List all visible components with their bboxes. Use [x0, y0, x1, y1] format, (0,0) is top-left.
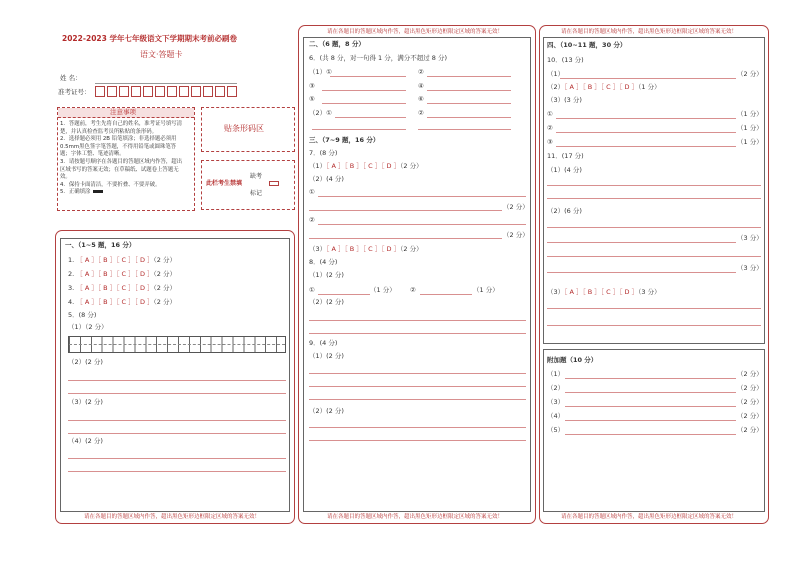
- blank-label: （2）: [547, 384, 565, 392]
- q8-part2-label: （2）(2 分): [309, 298, 344, 306]
- name-label: 姓 名：: [60, 74, 82, 82]
- choice-row-10-2[interactable]: （2）［ A ］［ B ］［ C ］［ D ］（1 分）: [547, 83, 661, 91]
- question-6-label: 6．(共 8 分，对一句得 1 分，满分不超过 8 分): [309, 54, 448, 62]
- absent-line2: 标记: [250, 190, 263, 197]
- answer-line[interactable]: [330, 76, 406, 77]
- blank-label: ②: [418, 109, 424, 117]
- score-label: （2 分）: [737, 412, 763, 420]
- answer-line[interactable]: [309, 440, 526, 441]
- q10-part3-label: （3）(3 分): [547, 96, 582, 104]
- score-label: （2 分）: [737, 384, 763, 392]
- notes-item: 5．正确填涂: [60, 189, 182, 197]
- answer-line[interactable]: [309, 386, 526, 387]
- q9-part1-label: （1）(2 分): [309, 352, 344, 360]
- footer-notice: 请在各题目的答题区域内作答，超出黑色矩形边框限定区域的答案无效！: [84, 514, 261, 520]
- answer-line[interactable]: [309, 427, 526, 428]
- answer-line[interactable]: [547, 256, 761, 257]
- blank-label: ①: [309, 286, 315, 294]
- q5-part3-label: （3）(2 分): [68, 398, 103, 406]
- answer-line[interactable]: [556, 146, 736, 147]
- answer-line[interactable]: [68, 433, 286, 434]
- answer-line[interactable]: [335, 117, 406, 118]
- score-label: （3 分）: [737, 264, 763, 272]
- score-label: （1 分）: [737, 124, 763, 132]
- section2-title: 二、（6 题，8 分）: [309, 40, 365, 48]
- absent-teacher-label: 此栏考生禁填: [206, 180, 243, 187]
- q9-part2-label: （2）(2 分): [309, 407, 344, 415]
- bonus-inner: [543, 349, 765, 512]
- absent-checkbox[interactable]: [269, 181, 279, 186]
- answer-line[interactable]: [309, 210, 502, 211]
- notes-item: 楚，并认真检查监考员所粘贴的条形码。: [60, 128, 158, 135]
- answer-line[interactable]: [547, 242, 736, 243]
- footer-notice: 请在各题目的答题区域内作答，超出黑色矩形边框限定区域的答案无效！: [561, 514, 738, 520]
- score-label: （2 分）: [737, 370, 763, 378]
- answer-line[interactable]: [318, 224, 526, 225]
- answer-line[interactable]: [312, 129, 406, 130]
- answer-line[interactable]: [427, 103, 511, 104]
- blank-label: （1）①: [309, 68, 332, 76]
- answer-line[interactable]: [68, 420, 286, 421]
- question-5-label: 5．(8 分): [68, 311, 97, 319]
- blank-label: （1）: [547, 70, 565, 78]
- blank-label: （2）①: [309, 109, 332, 117]
- choice-row-3[interactable]: 3. ［ A ］［ B ］［ C ］［ D ］（2 分）: [68, 284, 176, 292]
- blank-label: ③: [547, 138, 553, 146]
- page-title: 2022-2023 学年七年级语文下学期期末考前必刷卷: [62, 34, 237, 43]
- blank-label: ③: [309, 82, 315, 90]
- notes-item: 题；字体工整、笔迹清晰。: [60, 151, 125, 158]
- footer-notice: 请在各题目的答题区域内作答，超出黑色矩形边框限定区域的答案无效！: [327, 514, 504, 520]
- question-10-label: 10．(13 分): [547, 56, 584, 64]
- answer-line[interactable]: [418, 129, 511, 130]
- answer-line[interactable]: [565, 378, 736, 379]
- q11-part1-label: （1）(4 分): [547, 166, 582, 174]
- score-label: （3 分）: [737, 234, 763, 242]
- exam-no-label: 准考证号：: [58, 88, 91, 96]
- blank-label: ②: [547, 124, 553, 132]
- score-label: （1 分）: [473, 286, 499, 294]
- answer-line[interactable]: [427, 76, 511, 77]
- question-11-label: 11．(17 分): [547, 152, 584, 160]
- answer-line[interactable]: [318, 196, 526, 197]
- notes-item: 2．选择题必须用 2B 铅笔填涂；非选择题必须用: [60, 136, 177, 143]
- answer-line[interactable]: [309, 333, 526, 334]
- choice-row-7-3[interactable]: （3）［ A ］［ B ］［ C ］［ D ］（2 分）: [309, 245, 423, 253]
- header-notice: 请在各题目的答题区域内作答，超出黑色矩形边框限定区域的答案无效！: [327, 29, 504, 35]
- answer-line[interactable]: [309, 399, 526, 400]
- score-label: （2 分）: [737, 426, 763, 434]
- score-label: （1 分）: [737, 110, 763, 118]
- answer-line[interactable]: [68, 458, 286, 459]
- blank-label: ①: [547, 110, 553, 118]
- answer-line[interactable]: [547, 227, 761, 228]
- notes-item: 区域书写的答案无效；在草稿纸、试题卷上答题无: [60, 166, 179, 173]
- answer-line[interactable]: [565, 420, 736, 421]
- answer-line[interactable]: [68, 393, 286, 394]
- answer-line[interactable]: [547, 185, 761, 186]
- absent-line1: 缺考: [250, 173, 263, 180]
- answer-line[interactable]: [420, 294, 472, 295]
- answer-line[interactable]: [556, 118, 736, 119]
- answer-line[interactable]: [560, 78, 736, 79]
- q5-part2-label: （2）(2 分): [68, 358, 103, 366]
- q5-part4-label: （4）(2 分): [68, 437, 103, 445]
- blank-label: ①: [309, 188, 315, 196]
- section1-title: 一、（1~5 题，16 分）: [65, 241, 136, 249]
- question-7-label: 7．(8 分): [309, 149, 338, 157]
- section3-title: 三、（7~9 题，16 分）: [309, 136, 380, 144]
- blank-label: （1）: [547, 370, 565, 378]
- answer-line[interactable]: [556, 132, 736, 133]
- answer-line[interactable]: [547, 308, 761, 309]
- question-9-label: 9．(4 分): [309, 339, 338, 347]
- name-field[interactable]: [95, 83, 237, 84]
- blank-label: ②: [309, 216, 315, 224]
- answer-line[interactable]: [309, 238, 502, 239]
- answer-line[interactable]: [318, 294, 370, 295]
- answer-line[interactable]: [309, 373, 526, 374]
- blank-label: ②: [418, 68, 424, 76]
- bonus-title: 附加题（10 分）: [547, 356, 598, 364]
- char-grid[interactable]: [68, 336, 286, 353]
- answer-line[interactable]: [547, 325, 761, 326]
- notes-item: 3．请按题号顺序在各题目的答题区域内作答，超出: [60, 158, 183, 165]
- answer-line[interactable]: [427, 90, 511, 91]
- score-label: （1 分）: [370, 286, 396, 294]
- notes-item: 效。: [60, 174, 71, 181]
- answer-line[interactable]: [427, 117, 511, 118]
- blank-label: ⑥: [418, 95, 424, 103]
- score-label: （2 分）: [503, 231, 529, 239]
- answer-line[interactable]: [68, 380, 286, 381]
- notes-title: 注意事项: [110, 108, 136, 116]
- answer-line[interactable]: [565, 392, 736, 393]
- section4-title: 四、（10~11 题，30 分）: [547, 41, 627, 49]
- score-label: （2 分）: [503, 203, 529, 211]
- answer-line[interactable]: [322, 90, 406, 91]
- notes-list: [60, 121, 182, 197]
- header-notice: 请在各题目的答题区域内作答，超出黑色矩形边框限定区域的答案无效！: [561, 29, 738, 35]
- choice-row-7-1[interactable]: （1）［ A ］［ B ］［ C ］［ D ］（2 分）: [309, 162, 423, 170]
- answer-line[interactable]: [565, 434, 736, 435]
- answer-line[interactable]: [322, 103, 406, 104]
- q7-part2-label: （2）(4 分): [309, 175, 344, 183]
- blank-label: ④: [418, 82, 424, 90]
- notes-item: 0.5mm黑色签字笔答题，不得用铅笔或圆珠笔答: [60, 143, 177, 150]
- q11-part2-label: （2）(6 分): [547, 207, 582, 215]
- blank-label: ⑤: [309, 95, 315, 103]
- question-8-label: 8．(4 分): [309, 258, 338, 266]
- choice-row-11-3[interactable]: （3）［ A ］［ B ］［ C ］［ D ］（3 分）: [547, 288, 661, 296]
- answer-line[interactable]: [547, 272, 736, 273]
- score-label: （1 分）: [737, 138, 763, 146]
- choice-row-2[interactable]: 2. ［ A ］［ B ］［ C ］［ D ］（2 分）: [68, 270, 176, 278]
- blank-label: ②: [410, 286, 416, 294]
- filled-mark-icon: [93, 190, 103, 193]
- choice-row-1[interactable]: 1. ［ A ］［ B ］［ C ］［ D ］（2 分）: [68, 256, 176, 264]
- answer-line[interactable]: [565, 406, 736, 407]
- answer-line[interactable]: [309, 320, 526, 321]
- q5-part1-label: （1）（2 分）: [68, 323, 108, 331]
- answer-line[interactable]: [68, 471, 286, 472]
- barcode-label: 贴条形码区: [224, 124, 264, 133]
- notes-item: 4．保持卡面清洁，不要折叠、不要弄破。: [60, 181, 161, 188]
- answer-line[interactable]: [547, 198, 761, 199]
- blank-label: （5）: [547, 426, 565, 434]
- page-subtitle: 语文·答题卡: [140, 50, 183, 59]
- notes-item: 1．答题前，考生先将自己的姓名，准考证号填写清: [60, 121, 183, 127]
- score-label: （2 分）: [737, 70, 763, 78]
- score-label: （2 分）: [737, 398, 763, 406]
- blank-label: （3）: [547, 398, 565, 406]
- blank-label: （4）: [547, 412, 565, 420]
- q8-part1-label: （1）(2 分): [309, 271, 344, 279]
- choice-row-4[interactable]: 4. ［ A ］［ B ］［ C ］［ D ］（2 分）: [68, 298, 176, 306]
